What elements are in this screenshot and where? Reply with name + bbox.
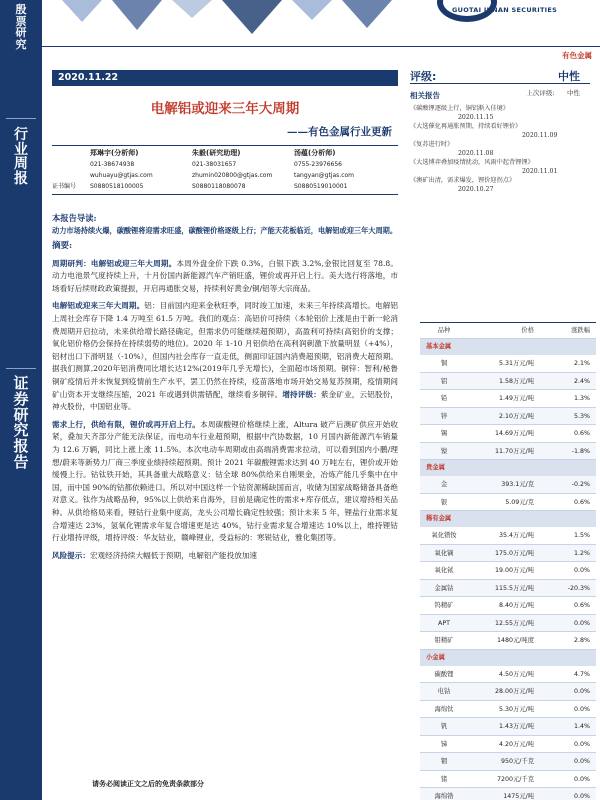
sidebar-char: 告 [13,452,29,471]
related-report-item[interactable] [410,176,590,194]
commodity-price: 1.58万元/吨 [498,377,534,385]
commodity-name: 电钴 [437,688,451,695]
table-row [420,494,596,512]
sidebar-char: 研 [13,405,29,424]
sidebar-char: 业 [14,141,28,158]
rating-label: 评级: [410,70,437,83]
table-row [420,771,596,789]
related-report-title[interactable]: 《大选博弈叠加疫情扰动，风雨中起背锂锂》 [410,159,534,166]
price-change: 1.5% [574,532,590,539]
analyst-names-row [52,148,398,159]
commodity-name: 锗 [440,775,448,783]
table-row [420,597,596,615]
analyst-cert: S0880519010001 [294,183,348,190]
analyst-cert: S0880118080078 [192,183,246,190]
paragraph-head: 周期研判：电解铝或迎三年大周期。 [52,258,177,268]
price-change: 1.2% [574,549,590,557]
report-subtitle: ——有色金属行业更新 [287,126,392,138]
analyst-phone: 021-38031657 [192,161,237,168]
commodity-price: 4.50万元/吨 [498,670,534,678]
commodity-price: 175.0万元/吨 [494,549,534,557]
paragraph-risk [52,550,398,563]
commodity-price: 8.40万元/吨 [498,602,534,609]
commodity-name: 钼精矿 [434,637,454,644]
commodity-price: 19.00万元/吨 [494,567,534,574]
commodity-price: 115.5万元/吨 [494,584,534,592]
table-row [420,527,596,545]
related-report-item[interactable] [410,158,590,176]
table-group-header: 小金属 [420,650,596,666]
sidebar-char: 究 [13,421,29,440]
table-group-header: 基本金属 [420,339,596,355]
price-change: 0.0% [574,705,590,713]
related-report-title[interactable]: 《澳矿出清，需求爆发，锂价迎拐点》 [410,177,516,184]
commodity-price: 2.10万元/吨 [498,412,534,420]
table-row [420,373,596,391]
price-change: 2.8% [574,637,590,644]
paragraph-head: 需求上行，供给有限，锂价或再开启上行。 [52,419,201,429]
table-row [420,562,596,580]
sidebar-char: 票 [15,14,27,28]
analyst-name: 汤蕴(分析师) [294,149,336,157]
table-row [420,701,596,719]
table-row [420,425,596,443]
price-change: 0.0% [574,793,590,800]
price-change: 0.6% [574,602,590,609]
price-change: 2.1% [574,360,590,367]
table-row [420,355,596,373]
sidebar-char: 报 [14,171,28,188]
analyst-phone: 0755-23976656 [294,161,342,168]
related-report-date: 2020.10.27 [458,186,494,193]
table-group-header: 贵金属 [420,460,596,476]
rating-rule [410,83,590,84]
commodity-price: 14.69万元/吨 [494,430,534,437]
paragraph-text: 紫金矿业，云铝股份，神火股份，中国铝业等。 [52,389,398,412]
paragraph-head: 电解铝或迎来三年大周期。 [52,301,145,311]
sidebar-top-text [0,4,42,50]
table-row [420,666,596,684]
commodity-price: 11.70万元/吨 [494,447,534,455]
sidebar-divider [6,368,36,369]
commodity-name: 海绵锆 [434,793,454,800]
table-row [420,443,596,461]
related-reports [410,90,590,194]
paragraph-cycle [52,258,398,296]
related-report-date: 2020.11.15 [458,114,494,121]
price-change: 0.0% [574,758,590,765]
sidebar-char: 券 [13,389,29,408]
sidebar-char: 研 [15,26,27,40]
commodity-name: 金 [440,481,448,488]
report-body [52,212,398,562]
table-row [420,718,596,736]
table-row [420,390,596,408]
commodity-price: 1480元/吨度 [496,637,534,644]
related-report-item[interactable] [410,104,590,122]
commodity-name: 银 [440,498,448,506]
sidebar-report-category [0,376,42,471]
sidebar-report-type [0,128,42,187]
commodity-price: 12.55万元/吨 [494,619,534,627]
commodity-name: 海绵钛 [434,705,454,713]
table-row [420,580,596,598]
table-row [420,632,596,650]
commodity-name: 氧化镨钕 [431,532,457,539]
table-row [420,736,596,754]
commodity-name: 镍 [440,447,448,455]
paragraph-lithium [52,419,398,545]
risk-text: 宏观经济持续大幅低于预期，电解铝产能投放加速 [89,550,258,560]
price-change: 1.3% [574,395,590,402]
table-row [420,788,596,800]
price-change: 0.6% [574,430,590,437]
analyst-name: 朱毅(研究助理) [192,149,241,157]
sidebar-char: 报 [13,437,29,455]
table-row [420,545,596,563]
price-change: 0.0% [574,619,590,627]
header-decoration [42,0,422,40]
commodity-name: APT [438,619,450,627]
price-change: 0.0% [574,740,590,748]
commodity-name: 铜 [440,360,448,367]
commodity-name: 锑 [440,740,448,748]
analyst-table [52,148,398,195]
sidebar-divider [6,118,36,119]
analyst-email[interactable]: tangyan@gtjas.com [294,172,355,179]
commodity-price: 1.49万元/吨 [498,395,534,402]
previous-rating-label: 上次评级: [526,89,555,97]
table-row [420,408,596,426]
related-report-title[interactable]: 《复苏进行时》 [410,141,454,148]
left-sidebar [0,0,42,800]
paragraph-head: 增持评级： [282,389,321,399]
footer-disclaimer: 请务必阅读正文之后的免责条款部分 [92,779,204,788]
sidebar-char: 行 [14,127,28,143]
price-change: 4.7% [574,670,590,678]
guide-text: 动力市场持续火爆，碳酸锂将迎需求旺盛，碳酸锂价格逐级上行；产能天花板临近，电解铝或迎三年大周期。 [52,225,398,235]
report-title: 电解铝或迎来三年大周期 [150,101,300,117]
sidebar-char: 殷 [15,3,27,16]
related-report-title[interactable]: 《大选催化再通胀预期，持续看好锂价》 [410,123,522,130]
paragraph-text: 本周碳酸锂价格继续上涨，Altura 破产后澳矿供应开始收紧，叠加天齐部分产能无法保证，而电动车行业超预期，根据中汽协数据，10 月国内新能源汽车销量为 12.6 万辆，同比上涨上涨 11.5%。本次电动车周期或由高端消费需求拉动，可以看到国内小鹏/理想/蔚来等新势力厂商三季度业绩持续超预期。预计 2021 年碳酸锂需求达到 40 万吨左右，锂价或开始缓慢上行。钴钛铁开始，其具备重大战略意义：钴全球 80%供给来自刚果金，冶炼产能几乎集中在中国，而中国 90%的钴都依赖进口。所以对中国这样一个钴资源稀缺国而言，收储为国家战略储备具备绝对意义。钛作为战略品种，95%以上供给来自海外，目前是确定性的需求+库存低点，建议增持相关品种。从供给格局来看，锂钴行业集中度高，龙头公司增长确定性较强；预计未来 5 年，锂盐行业需求复合增速达 23%，氢氧化锂需求年复合增速更是达 40%，钴行业需求复合增速达 10%以上，维持锂钴行业增持评级，增持评级：华友钴业，赣峰锂业，受益标的：寒锐钴业，雅化集团等。 [52,419,398,543]
header-rule [42,46,600,47]
previous-rating-value: 中性 [567,89,580,97]
commodity-price: 35.4万元/吨 [498,532,534,539]
table-row [420,683,596,701]
related-report-title[interactable]: 《碳酸锂逐级上行，铜铝渐入佳境》 [410,105,509,112]
price-change: -20.3% [567,584,590,592]
brand-name: GUOTAI JUNAN SECURITIES [452,6,558,14]
commodity-name: 钒 [440,723,448,730]
commodity-price: 393.1元/克 [501,481,534,488]
commodity-price: 28.00万元/吨 [494,688,534,695]
commodity-name: 铟 [440,758,448,765]
sidebar-char: 究 [15,37,27,51]
commodity-name: 铝 [440,377,448,385]
paragraph-aluminum [52,300,398,413]
price-change: 0.0% [574,688,590,695]
commodity-price: 5.09元/克 [505,498,534,506]
analyst-cert: S0880518100005 [90,183,144,190]
report-date: 2020.11.22 [52,70,398,86]
price-change: 2.4% [574,377,590,385]
paragraph-text: 铝：目前国内迎来金秋旺季，同时竣工加速，未来三年持续高增长。电解铝上周社会库存下降 1.4 万吨至 61.5 万吨。我们的观点：高铝价可持续（本轮铝价上涨是由于新一轮消费周期开启拉动，未来供给增长路径确定，但需求仍可能继续超预期），高盈利可持续(高铝价的支撑；氧化铝价格仍会保持在持续弱势的地位)。2020 年 1-10 月铝供给在高利润刺激下放量明显（+4%），铝材出口下滑明显（-10%），但国内社会库存一直走低，侧面印证国内消费超预期，铝消费大超预期。据我们测算,2020年铝消费同比增长达12%(2019年几乎无增长)，全面超市场预期。铜锌：智利/秘鲁铜矿疫情后并未恢复到疫情前生产水平，罢工仍然在持续，疫苗落地市场开始交易复苏预期，疫情期间矿山资本开支继续压缩，2021 年或遇到供需错配，继续看多铜锌。 [52,301,399,399]
summary-label: 摘要: [52,241,73,252]
guide-label: 本报告导读: [52,213,97,223]
cert-label: 证书编号 [52,183,77,190]
analyst-email[interactable]: zhumin020800@gtjas.com [192,172,273,179]
analyst-emails-row [52,170,398,181]
related-report-date: 2020.11.08 [458,150,494,157]
commodity-name: 铅 [440,395,448,402]
commodity-price: 1475元/吨 [503,793,534,800]
header-banner [42,0,600,56]
price-change: 0.0% [574,775,590,783]
commodity-price: 950元/千克 [500,758,534,765]
commodity-name: 锌 [440,412,448,420]
column-header: 涨跌幅 [571,327,590,334]
commodity-price: 5.30万元/吨 [498,705,534,713]
price-change: 0.6% [574,498,590,506]
price-change: -1.8% [571,447,590,455]
commodity-name: 氧化铽 [434,567,454,574]
analyst-name: 郑琳宇(分析师) [90,149,139,157]
table-row [420,753,596,771]
sidebar-char: 证 [13,374,29,392]
price-change: 1.4% [574,723,590,730]
paragraph-text: 本周外盘金价下跌 0.3%，白银下跌 3.2%,金银比回复至 78.8。动力电池景气度持续上升，十月份国内新能源汽车产销旺盛，锂价或再开启上行。美大选行将落地，市场看好后续财政政策提振，开启再通胀交易，持续利好黄金/铜/铝等大宗商品。 [52,258,398,293]
related-report-item[interactable] [410,140,590,158]
analyst-separator [52,194,398,195]
price-change: -0.2% [571,481,590,488]
commodity-price: 5.31万元/吨 [498,360,534,367]
related-report-date: 2020.11.09 [522,132,558,139]
commodity-name: 碳酸锂 [434,670,454,678]
price-table [420,322,596,800]
table-row [420,615,596,633]
analyst-email[interactable]: wuhuayu@gtjas.com [90,172,153,179]
table-row [420,476,596,494]
risk-head: 风险提示： [52,550,90,560]
sidebar-char: 周 [14,156,28,173]
related-report-date: 2020.11.01 [522,168,558,175]
commodity-name: 钨精矿 [434,602,454,609]
analyst-certs-row [52,181,398,192]
related-report-item[interactable] [410,122,590,140]
commodity-name: 金属钴 [434,584,454,592]
commodity-name: 锡 [440,430,448,437]
related-reports-label: 相关报告 [410,91,440,100]
commodity-name: 氧化镝 [434,549,454,557]
analyst-phone: 021-38674938 [90,161,135,168]
rating-value: 中性 [558,70,580,83]
price-change: 0.0% [574,567,590,574]
analyst-phones-row [52,159,398,170]
title-rule [52,145,398,146]
table-group-header: 稀有金属 [420,511,596,527]
industry-tag: 有色金属 [562,51,592,60]
commodity-price: 4.20万元/吨 [498,740,534,748]
price-change: 5.3% [574,412,590,420]
column-header: 品种 [437,327,451,334]
commodity-price: 7200元/千克 [496,775,534,783]
column-header: 价格 [521,327,534,334]
commodity-price: 1.43万元/吨 [498,723,534,730]
price-table-header [420,323,596,339]
